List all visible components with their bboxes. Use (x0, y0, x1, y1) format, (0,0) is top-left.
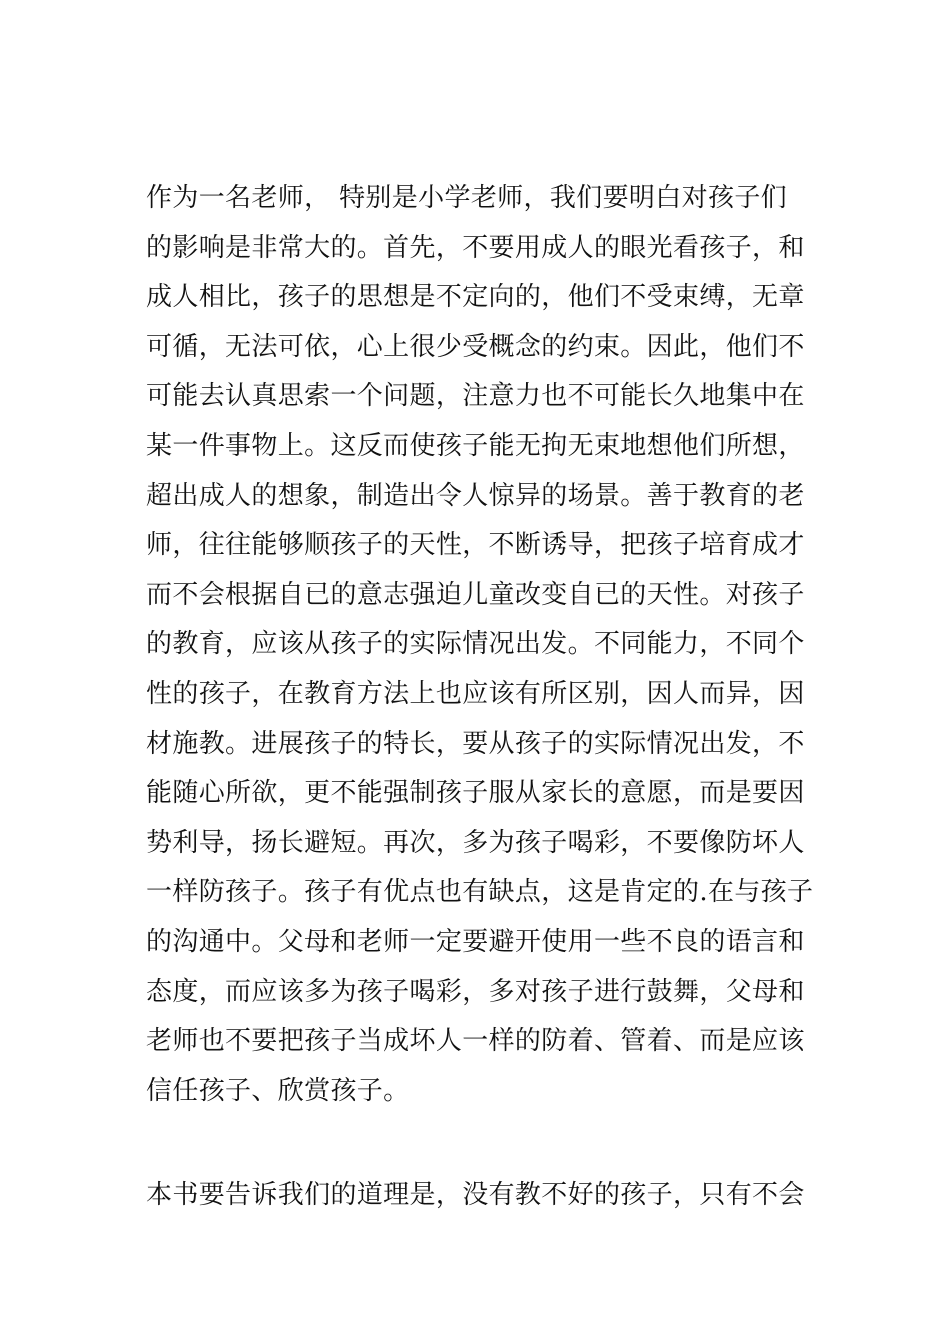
text-line: 的教育，应该从孩子的实际情况出发。不同能力，不同个 (146, 629, 805, 659)
text-line: 性的孩子，在教育方法上也应该有所区别，因人而异，因 (146, 679, 805, 709)
text-line: 的沟通中。父母和老师一定要避开使用一些不良的语言和 (146, 927, 805, 957)
text-line: 老师也不要把孩子当成坏人一样的防着、管着、而是应该 (146, 1026, 805, 1056)
text-line: 一样防孩子。孩子有优点也有缺点，这是肯定的.在与孩子 (146, 877, 814, 907)
text-line: 的影响是非常大的。首先，不要用成人的眼光看孩子，和 (146, 233, 805, 263)
text-line: 能随心所欲，更不能强制孩子服从家长的意愿，而是要因 (146, 778, 805, 808)
text-line: 成人相比，孩子的思想是不定向的，他们不受束缚，无章 (146, 282, 805, 312)
text-line: 势利导，扬长避短。再次，多为孩子喝彩，不要像防坏人 (146, 828, 805, 858)
text-line: 师，往往能够顺孩子的天性，不断诱导，把孩子培育成才 (146, 530, 805, 560)
text-line: 作为一名老师， 特别是小学老师，我们要明白对孩子们 (146, 183, 788, 213)
text-line: 而不会根据自已的意志强迫儿童改变自已的天性。对孩子 (146, 580, 805, 610)
text-line: 超出成人的想象，制造出令人惊异的场景。善于教育的老 (146, 481, 805, 511)
text-line: 态度，而应该多为孩子喝彩，多对孩子进行鼓舞，父母和 (146, 977, 805, 1007)
text-line: 可能去认真思索一个问题，注意力也不可能长久地集中在 (146, 381, 805, 411)
text-line: 本书要告诉我们的道理是，没有教不好的孩子，只有不会 (146, 1180, 805, 1210)
text-line: 材施教。进展孩子的特长，要从孩子的实际情况出发，不 (146, 729, 805, 759)
text-line: 可循，无法可依，心上很少受概念的约束。因此，他们不 (146, 332, 805, 362)
text-line: 信任孩子、欣赏孩子。 (146, 1076, 410, 1106)
text-line: 某一件事物上。这反而使孩子能无拘无束地想他们所想， (146, 431, 805, 461)
